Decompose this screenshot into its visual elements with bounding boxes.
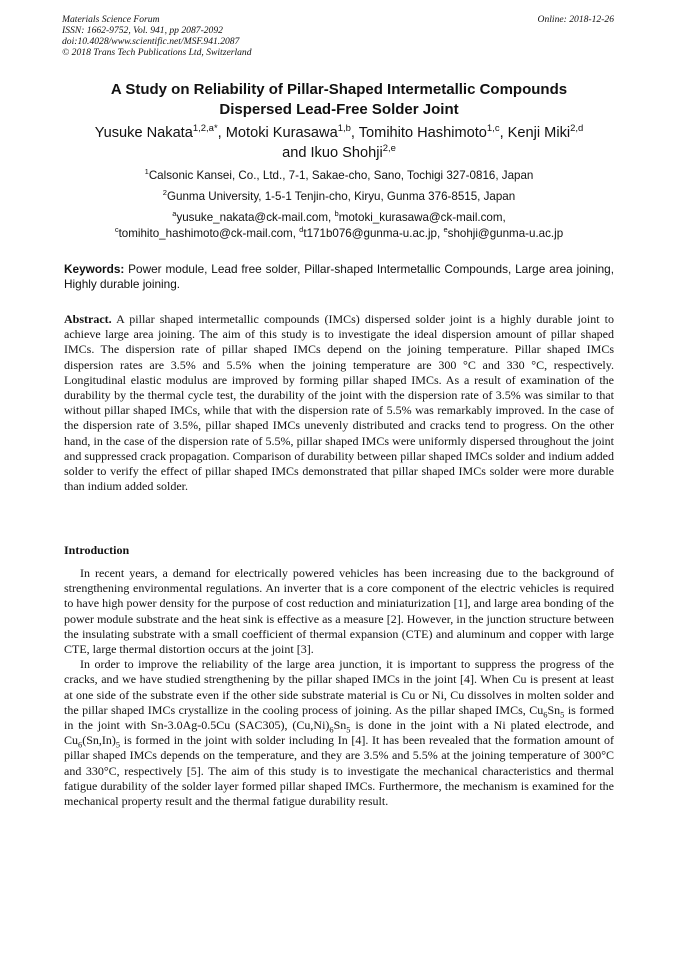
paper-title [40, 80, 638, 120]
introduction-heading: Introduction [64, 543, 130, 557]
email: $^c$tomihito_hashimoto@ck-mail.com [114, 225, 293, 240]
email-list: $^a$yusuke_nakata@ck-mail.com, $^b$motoki_kurasawa@ck-mail.com, $^c$tomihito_hashimoto@ck-mail.com, $^d$t171b076@gunma-u.ac.jp, $^e$shohji@gunma-u.ac.jp [114, 209, 564, 240]
author: Tomihito Hashimoto$^{1,c}$, [358, 123, 508, 141]
author-list [40, 123, 638, 163]
doi-line: doi:10.4028/www.scientific.net/MSF.941.2087 [62, 36, 240, 47]
journal-name: Materials Science Forum [62, 14, 160, 25]
author: Kenji Miki$^{2,d}$ [507, 123, 584, 141]
email: $^b$motoki_kurasawa@ck-mail.com [334, 209, 503, 224]
email: $^a$yusuke_nakata@ck-mail.com [172, 209, 329, 224]
author: Motoki Kurasawa$^{1,b}$, [225, 123, 359, 141]
title-line-2: Dispersed Lead-Free Solder Joint [219, 101, 459, 118]
keywords-section [64, 262, 614, 292]
affiliation-2: $^2$Gunma University, 1-5-1 Tenjin-cho, Kiryu, Gunma 376-8515, Japan [162, 188, 516, 203]
keywords-text: Power module, Lead free solder, Pillar-shaped Intermetallic Compounds, Large area joining, Highly durable joining. [64, 262, 614, 292]
introduction-body [64, 566, 614, 809]
abstract-text: A pillar shaped intermetallic compounds (IMCs) dispersed solder joint is a highly durable joint to achieve large area joining. The aim of this study is to investigate the ideal dispersion amount of pillar shaped IMCs. The dispersion rate of pillar shaped IMCs depend on the joining temperature. Pillar shaped IMCs dispersion rates are 3.5% and 5.5% when the joining temperature are 300 °C and 330 °C, respectively. Longitudinal elastic modulus are improved by forming pillar shaped IMCs. As a result of examination of the durability by the thermal cycle test, the durability of the joint with the dispersion rate of 3.5% was similar to that without pillar shaped IMCs, while that with the dispersion rate of 5.5% was remarkably improved. In the case of the dispersion rate of 3.5%, pillar shaped IMCs unevenly distributed and cracks tend to progress. On the other hand, in the case of the dispersion rate of 5.5%, pillar shaped IMCs were uniformly dispersed throughout the joint and suppressed crack propagation. Comparison of durability between pillar shaped IMCs solder and indium added solder to verify the effect of pillar shaped IMCs demonstrated that pillar shaped IMCs solder were more durable than indium added solder. [64, 312, 614, 494]
title-line-1: A Study on Reliability of Pillar-Shaped Intermetallic Compounds [110, 81, 568, 98]
abstract-label: Abstract. [64, 312, 112, 326]
issn-line: ISSN: 1662-9752, Vol. 941, pp 2087-2092 [62, 25, 223, 36]
intro-paragraph-2: In order to improve the reliability of the large area junction, it is important to suppress the progress of the cracks, and we have studied strengthening by the pillar shaped IMCs in the joint [4]. When Cu is present at least at one side of the substrate even if the other side substrate material is Cu or Ni, Cu dissolves in molten solder and the pillar shaped IMCs crystallize in the cooling process of joining. As the pillar shaped IMCs, $Cu_6Sn_5$ is formed in the joint with Sn-3.0Ag-0.5Cu (SAC305), $(Cu,Ni)_6Sn_5$ is done in the joint with a Ni plated electrode, and $Cu_6(Sn,In)_5$ is formed in the joint with solder including In [4]. It has been revealed that the formation amount of pillar shaped IMCs depends on the temperature, and they are 3.5% and 5.5% at the joining temperature of 300°C and 330°C, respectively [5]. The aim of this study is to investigate the mechanical characteristics and thermal fatigue durability of the solder layer formed pillar shaped IMCs. Furthermore, the mechanism is examined for the mechanical property result and the thermal fatigue durability result. [64, 657, 615, 809]
online-date: Online: 2018-12-26 [537, 14, 614, 25]
copyright-line: © 2018 Trans Tech Publications Ltd, Switzerland [62, 47, 252, 58]
keywords-label: Keywords: [64, 262, 125, 276]
running-header [62, 14, 614, 58]
author: and Ikuo Shohji$^{2,e}$ [282, 143, 396, 161]
email: $^e$shohji@gunma-u.ac.jp [443, 225, 564, 240]
email: $^d$t171b076@gunma-u.ac.jp [299, 225, 437, 240]
abstract-section [64, 312, 614, 494]
affiliation-1: $^1$Calsonic Kansei, Co., Ltd., 7-1, Sakae-cho, Sano, Tochigi 327-0816, Japan [144, 167, 534, 182]
intro-paragraph-1: In recent years, a demand for electrically powered vehicles has been increasing due to the background of strengthening environmental regulations. An inverter that is a core component of the electric vehicles is required to have high power density for the purpose of cost reduction and miniaturization [1], and large area bonding of the power module substrate and the heat sink is effective as a measure [2]. However, in the junction structure between the insulating substrate with a small coefficient of thermal expansion (CTE) and aluminum and copper with large CTE, large thermal distortion occurs at the joint [3]. [64, 566, 614, 657]
author: Yusuke Nakata$^{1,2,a*}$, [94, 123, 226, 141]
